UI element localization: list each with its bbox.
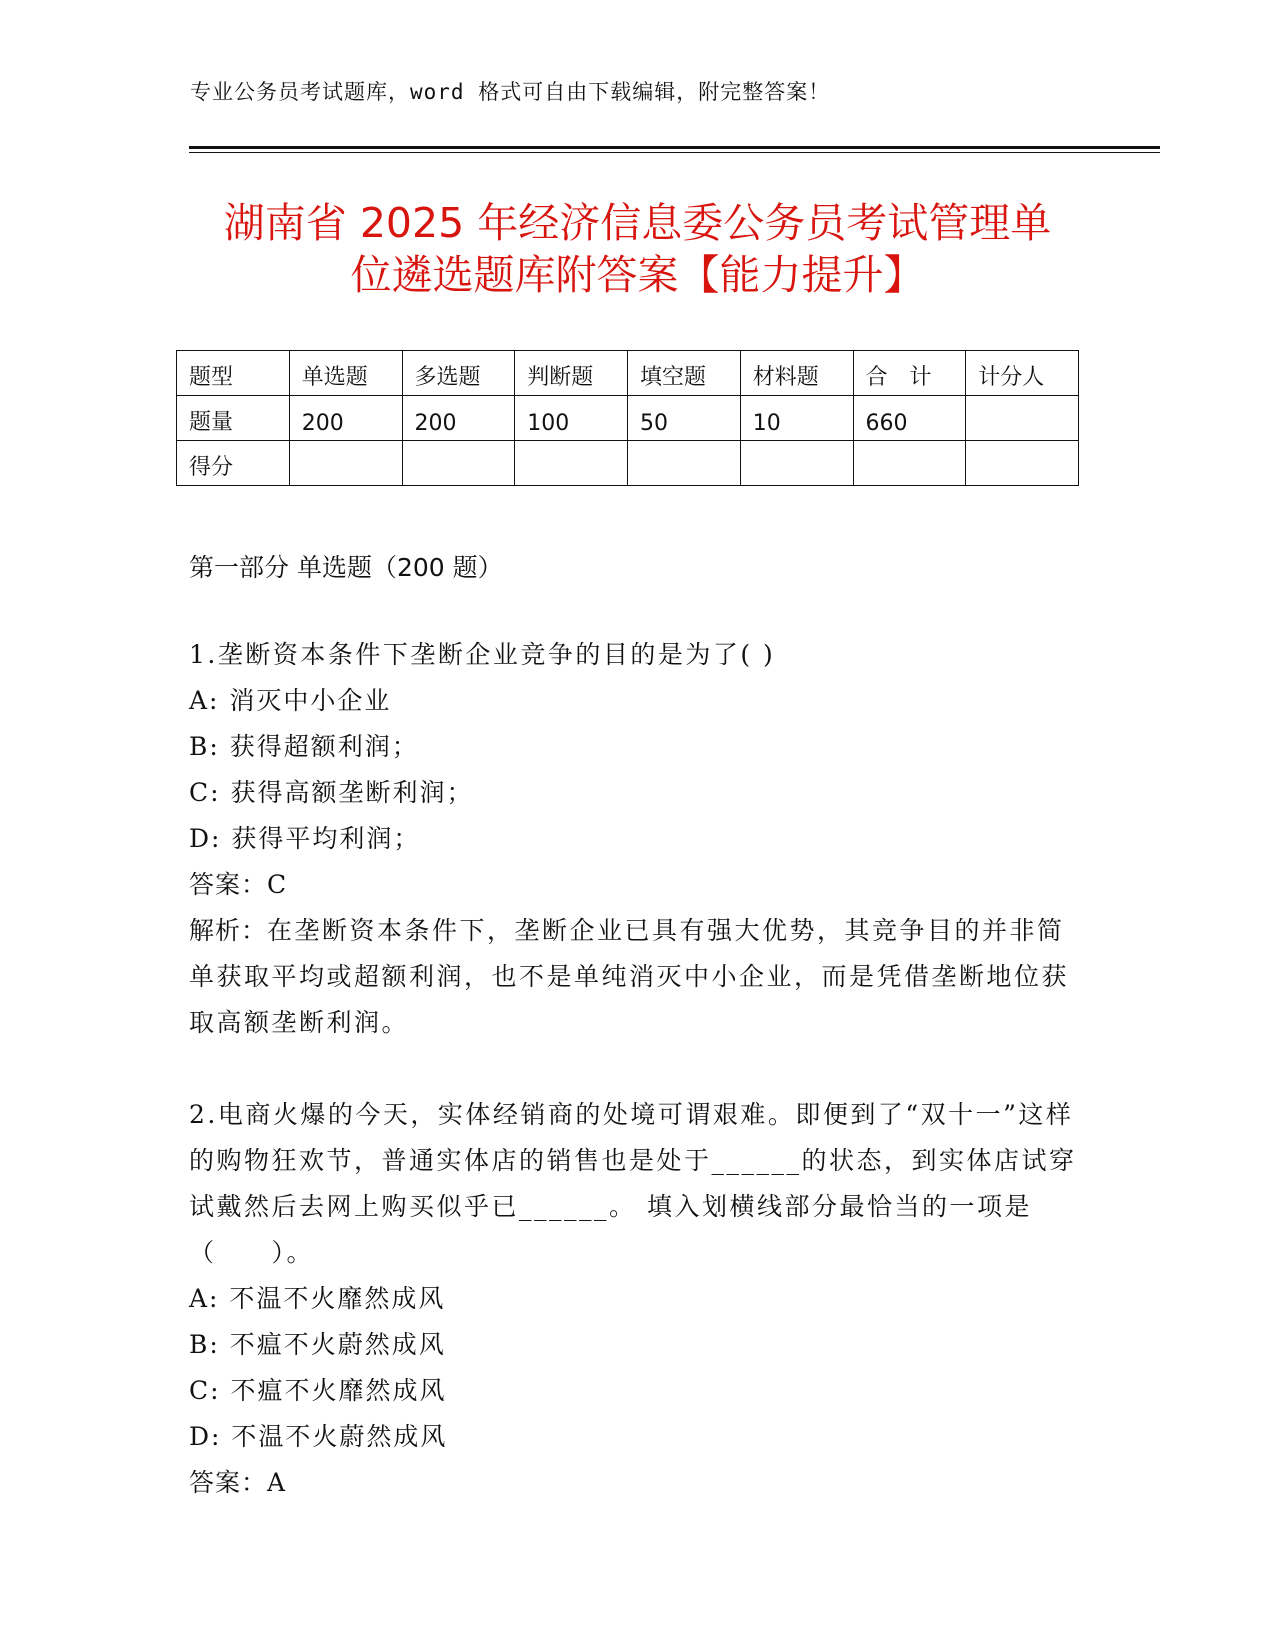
question-option: B: 不瘟不火蔚然成风	[189, 1330, 446, 1359]
answer-label: 答案：	[189, 870, 268, 899]
section-title: 第一部分 单选题（200 题）	[189, 553, 503, 582]
score-table-cell	[853, 441, 966, 486]
question-block	[189, 632, 1079, 1046]
question-option: C: 获得高额垄断利润；	[189, 778, 474, 807]
score-table	[176, 350, 1079, 486]
score-table-cell	[966, 396, 1079, 441]
question-option: C: 不瘟不火靡然成风	[189, 1376, 447, 1405]
analysis-label: 解析：	[189, 916, 268, 945]
score-table-cell: 题型	[177, 351, 290, 396]
score-table-cell	[628, 441, 741, 486]
answer-line	[189, 1460, 1079, 1506]
score-table-cell: 200	[289, 396, 402, 441]
score-table-cell	[515, 441, 628, 486]
score-table-cell: 判断题	[515, 351, 628, 396]
question-stem: 1.垄断资本条件下垄断企业竞争的目的是为了( )	[189, 640, 776, 669]
answer-line	[189, 862, 1079, 908]
score-table-cell: 计分人	[966, 351, 1079, 396]
question-list	[189, 632, 1079, 1552]
score-table-cell: 填空题	[628, 351, 741, 396]
question-option: A: 不温不火靡然成风	[189, 1284, 446, 1313]
header-rule-thick	[189, 146, 1160, 149]
score-table-cell: 材料题	[740, 351, 853, 396]
header-rule-thin	[189, 152, 1160, 153]
score-table-cell: 100	[515, 396, 628, 441]
question-option: D: 不温不火蔚然成风	[189, 1422, 448, 1451]
question-block	[189, 1092, 1079, 1506]
analysis-paragraph	[189, 908, 1079, 1046]
answer-value: A	[267, 1468, 288, 1497]
title-line-1: 湖南省 2025 年经济信息委公务员考试管理单	[223, 199, 1052, 247]
score-table-cell: 合 计	[853, 351, 966, 396]
score-table-cell	[289, 441, 402, 486]
score-table-cell: 200	[402, 396, 515, 441]
score-table-row	[177, 396, 1079, 441]
score-table-cell: 得分	[177, 441, 290, 486]
question-option: B: 获得超额利润；	[189, 732, 419, 761]
score-table-cell: 题量	[177, 396, 290, 441]
score-table-cell: 50	[628, 396, 741, 441]
question-option: A: 消灭中小企业	[189, 686, 392, 715]
score-table-cell	[966, 441, 1079, 486]
score-table-row	[177, 441, 1079, 486]
score-table-cell: 10	[740, 396, 853, 441]
question-option: D: 获得平均利润；	[189, 824, 421, 853]
answer-label: 答案：	[189, 1468, 268, 1497]
answer-value: C	[267, 870, 289, 899]
analysis-text: 在垄断资本条件下，垄断企业已具有强大优势，其竞争目的并非简单获取平均或超额利润，也不是单纯消灭中小企业，而是凭借垄断地位获取高额垄断利润。	[189, 916, 1070, 1037]
header-note: 专业公务员考试题库，word 格式可自由下载编辑，附完整答案！	[190, 80, 831, 104]
title-line-2: 位遴选题库附答案【能力提升】	[350, 251, 925, 299]
document-title	[150, 197, 1125, 301]
question-stem: 2.电商火爆的今天，实体经销商的处境可谓艰难。即便到了“双十一”这样的购物狂欢节，普通实体店的销售也是处于______的状态，到实体店试穿试戴然后去网上购买似乎已______。 填入划横线部分最恰当的一项是（ ）。	[189, 1100, 1077, 1267]
score-table-cell: 660	[853, 396, 966, 441]
score-table-cell	[402, 441, 515, 486]
score-table-cell: 单选题	[289, 351, 402, 396]
score-table-cell: 多选题	[402, 351, 515, 396]
score-table-cell	[740, 441, 853, 486]
score-table-row	[177, 351, 1079, 396]
